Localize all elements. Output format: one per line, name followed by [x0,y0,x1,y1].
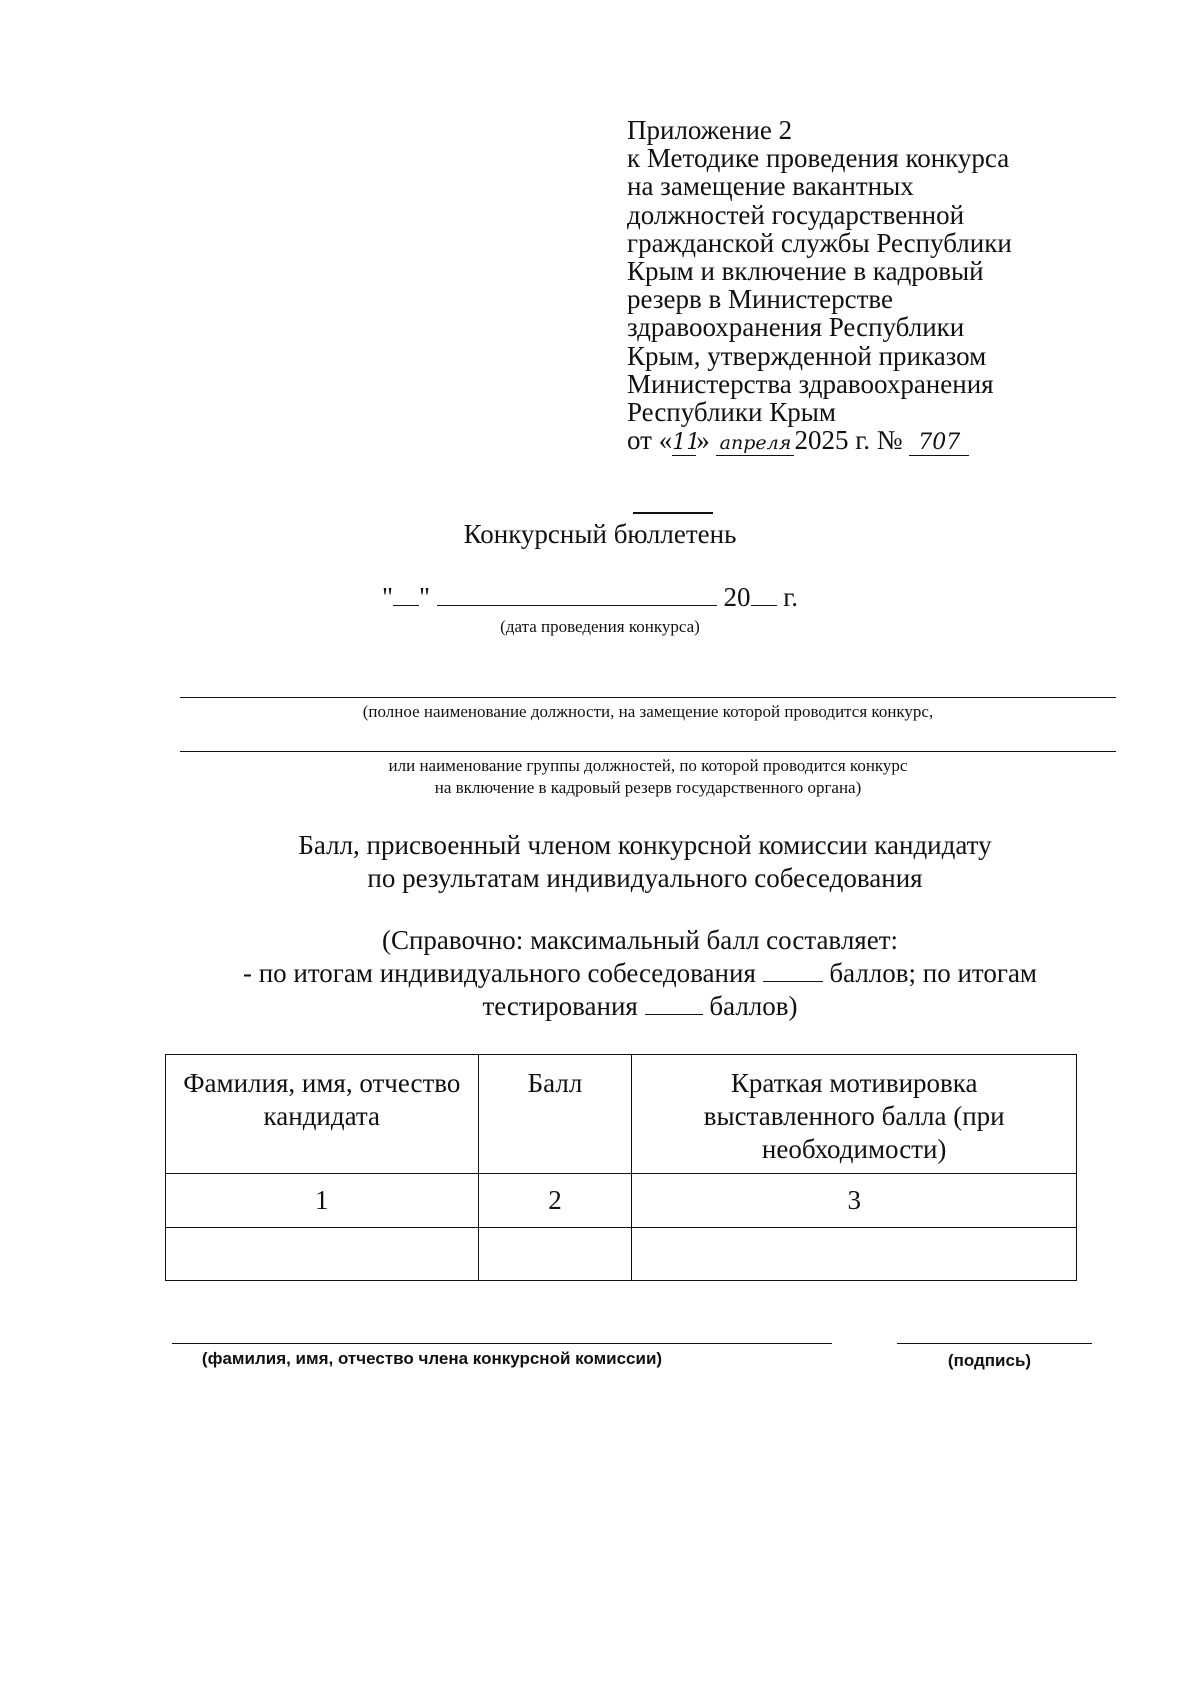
score-heading-line: Балл, присвоенный членом конкурсной комиссии кандидату [298,830,992,860]
column-number: 2 [478,1174,632,1228]
day-blank [393,583,419,606]
position-group-caption: или наименование группы должностей, по которой проводится конкурс [388,756,908,775]
position-line [180,697,1116,698]
appendix-line: Крым, утвержденной приказом [627,340,987,371]
reference-points-word: баллов) [709,991,798,1021]
table-number-row [166,1174,1077,1228]
candidate-name-cell[interactable] [166,1228,479,1281]
header-score: Балл [478,1055,632,1174]
appendix-header [627,116,1067,456]
order-month-handwritten: апреля [716,431,794,456]
member-name-line [172,1343,832,1344]
score-cell[interactable] [478,1228,632,1281]
score-heading-line: по результатам индивидуального собеседования [367,863,923,893]
appendix-line: на замещение вакантных [627,171,914,202]
bulletin-title: Конкурсный бюллетень [463,519,737,549]
appendix-line: Крым и включение в кадровый [627,256,984,287]
appendix-line: гражданской службы Республики [627,227,1012,258]
score-heading [110,829,1180,895]
table-row [166,1228,1077,1281]
reference-testing-label: баллов; по итогам [829,958,1038,988]
date-quote-close: " [418,582,431,612]
separator-rule [633,512,713,514]
column-number: 3 [632,1174,1077,1228]
score-table [165,1054,1077,1281]
date-year-suffix: г. [783,582,799,612]
interview-max-blank [763,959,823,982]
reference-line: (Справочно: максимальный балл составляет: [381,925,899,955]
contest-date-line [0,582,1200,613]
appendix-line: Приложение 2 [627,115,793,145]
order-mid: » [696,425,710,456]
reference-interview-label: - по итогам индивидуального собеседования [242,958,756,988]
signature-caption: (подпись) [947,1351,1032,1370]
order-year: 2025 г. № [794,425,903,456]
header-candidate-name: Фамилия, имя, отчество кандидата [166,1055,479,1174]
order-reference [627,426,1067,456]
position-group-line [180,751,1116,752]
reference-line [180,957,1100,990]
signature-line [897,1343,1092,1344]
member-name-caption: (фамилия, имя, отчество члена конкурсной комиссии) [201,1349,663,1368]
header-motivation: Краткая мотивировка выставленного балла (при необходимости) [632,1055,1077,1174]
order-number-handwritten: 707 [909,431,969,456]
motivation-cell[interactable] [632,1228,1077,1281]
reference-testing-word: тестирования [482,991,638,1021]
appendix-line: должностей государственной [627,199,965,230]
appendix-line: Министерства здравоохранения [627,368,994,399]
year-blank [751,583,777,606]
date-caption: (дата проведения конкурса) [500,617,700,636]
testing-max-blank [645,992,703,1015]
month-blank [437,583,717,606]
appendix-line: здравоохранения Республики [627,312,965,343]
date-year: 20 [723,582,751,612]
appendix-line: резерв в Министерстве [627,284,893,315]
position-caption: (полное наименование должности, на замещение которой проводится конкурс, [362,702,934,721]
column-number: 1 [166,1174,479,1228]
reference-line [210,990,1070,1023]
reference-note [210,924,1070,1023]
table-header-row [166,1055,1077,1174]
date-quote-open: " [381,582,393,612]
position-group-caption-cont: на включение в кадровый резерв государственного органа) [434,778,862,797]
order-prefix: от « [627,425,673,456]
appendix-line: Республики Крым [627,397,836,428]
appendix-line: к Методике проведения конкурса [627,143,1010,174]
order-day-handwritten: 11 [672,430,701,456]
